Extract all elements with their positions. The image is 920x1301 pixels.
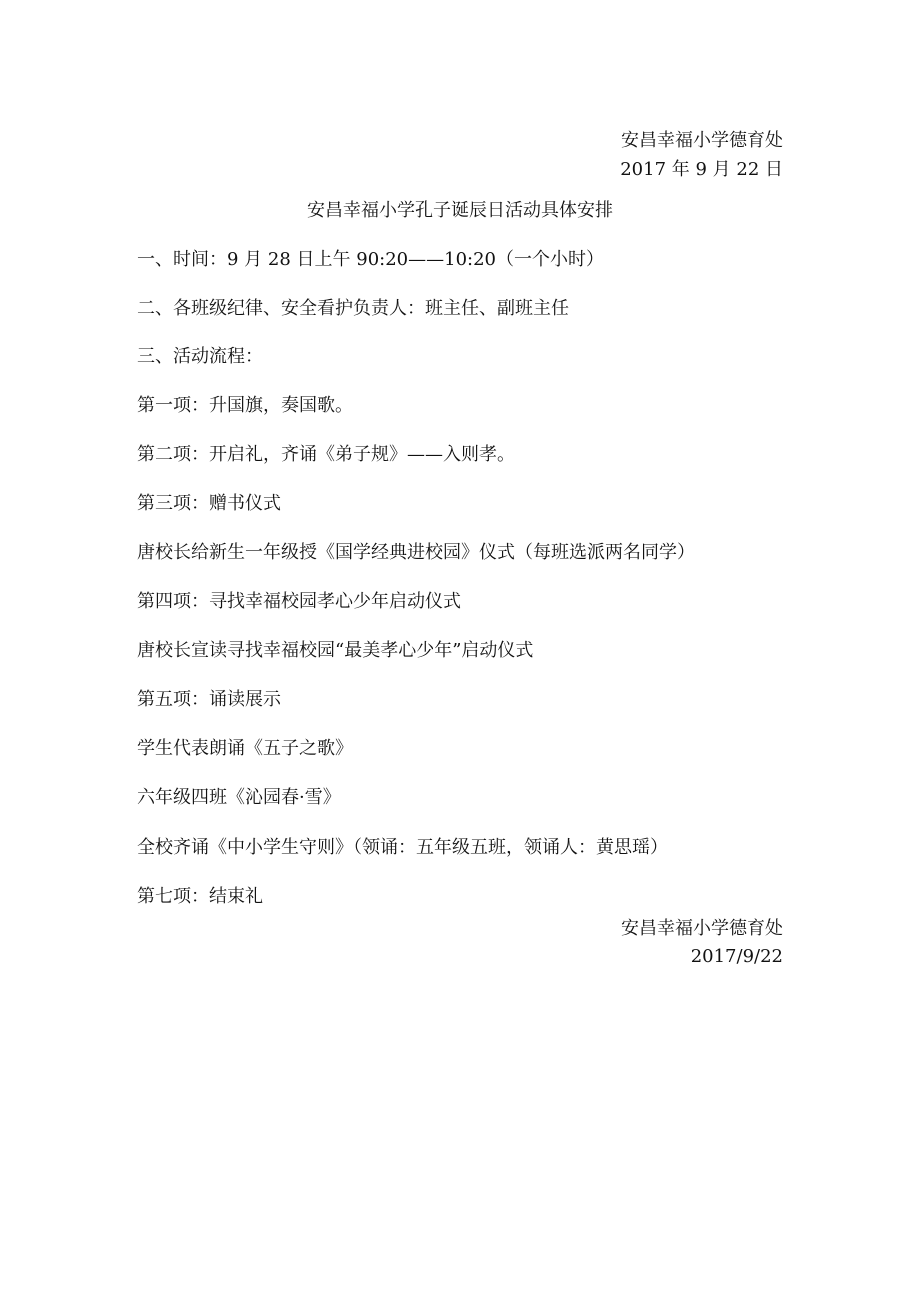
line-item-5-detail-3: 全校齐诵《中小学生守则》（领诵：五年级五班，领诵人：黄思瑶）	[137, 837, 668, 858]
header-date: 2017 年 9 月 22 日	[620, 159, 783, 180]
header-org: 安昌幸福小学德育处	[621, 130, 783, 151]
line-item-3: 第三项：赠书仪式	[137, 493, 281, 514]
footer-date: 2017/9/22	[690, 946, 783, 967]
footer-org: 安昌幸福小学德育处	[621, 918, 783, 939]
document-title: 安昌幸福小学孔子诞辰日活动具体安排	[307, 200, 613, 221]
line-item-5: 第五项：诵读展示	[137, 689, 281, 710]
line-item-4-detail: 唐校长宣读寻找幸福校园“最美孝心少年”启动仪式	[137, 640, 534, 661]
line-item-1: 第一项：升国旗，奏国歌。	[137, 395, 353, 416]
line-process-heading: 三、活动流程：	[137, 346, 263, 367]
line-item-2: 第二项：开启礼，齐诵《弟子规》——入则孝。	[137, 444, 515, 465]
line-item-5-detail-1: 学生代表朗诵《五子之歌》	[137, 738, 353, 759]
line-item-7: 第七项：结束礼	[137, 886, 263, 907]
line-time: 一、时间：9 月 28 日上午 90:20——10:20（一个小时）	[137, 249, 604, 270]
line-item-5-detail-2: 六年级四班《沁园春·雪》	[137, 787, 341, 808]
line-supervisors: 二、各班级纪律、安全看护负责人：班主任、副班主任	[137, 298, 569, 319]
line-item-3-detail: 唐校长给新生一年级授《国学经典进校园》仪式（每班选派两名同学）	[137, 542, 695, 563]
line-item-4: 第四项：寻找幸福校园孝心少年启动仪式	[137, 591, 461, 612]
